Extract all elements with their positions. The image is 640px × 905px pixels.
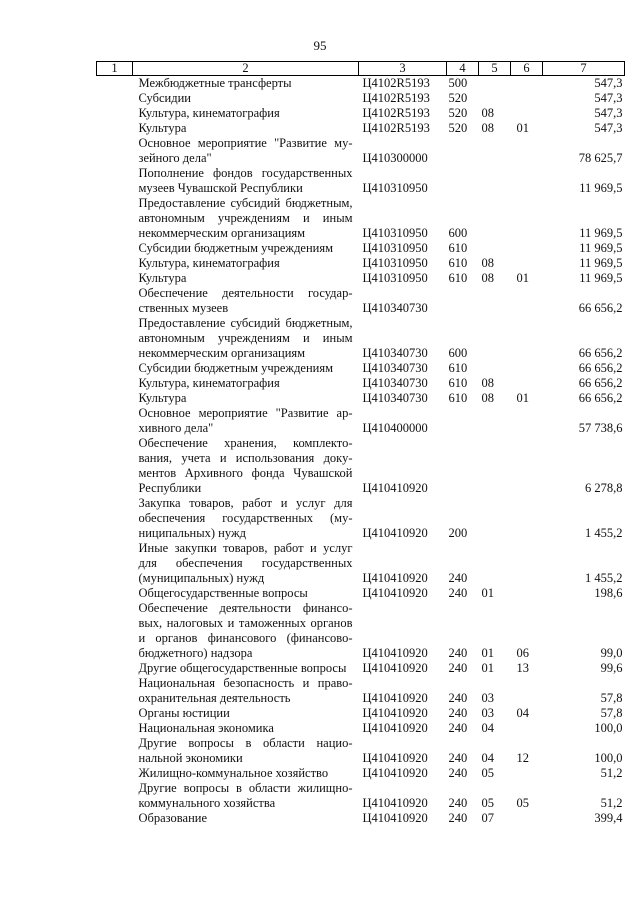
row-subsection-cell: [511, 361, 543, 376]
row-expense-type-cell: 500: [448, 76, 468, 90]
row-number-cell: [97, 316, 133, 361]
header-col-3: 3: [359, 62, 447, 76]
table-row: [97, 256, 625, 271]
row-amount-cell: 100,0: [594, 721, 623, 735]
row-amount-cell: 99,0: [600, 646, 623, 660]
table-row: [97, 121, 625, 136]
row-subsection-cell: 13: [516, 661, 529, 675]
row-number-cell: [97, 736, 133, 766]
row-name-cell: Предоставление субсидий бюджетным, автономным учреждениям и иным некоммерческим организациям: [138, 316, 353, 360]
row-section-cell: [479, 196, 511, 241]
row-amount-cell: 11 969,5: [579, 271, 623, 285]
row-amount-cell: 547,3: [594, 91, 623, 105]
header-col-7: 7: [543, 62, 625, 76]
row-name-cell: Обеспечение деятельности государственных музеев: [138, 286, 353, 315]
row-number-cell: [97, 586, 133, 601]
row-subsection-cell: [511, 766, 543, 781]
table-row: [97, 781, 625, 811]
table-row: [97, 496, 625, 541]
row-subsection-cell: [511, 496, 543, 541]
row-number-cell: [97, 391, 133, 406]
row-amount-cell: 51,2: [600, 766, 623, 780]
table-row: [97, 136, 625, 166]
row-expense-type-cell: 200: [448, 526, 468, 540]
row-section-cell: 01: [481, 586, 494, 600]
row-section-cell: [479, 496, 511, 541]
row-name-cell: Культура, кинематография: [138, 376, 280, 390]
row-name-cell: Национальная безопасность и правоохранительная деятельность: [138, 676, 353, 705]
table-row: [97, 766, 625, 781]
row-code-cell: Ц410340730: [362, 391, 428, 405]
row-amount-cell: 11 969,5: [579, 256, 623, 270]
row-expense-type-cell: [447, 436, 479, 496]
table-row: [97, 586, 625, 601]
table-row: [97, 286, 625, 316]
row-expense-type-cell: 240: [448, 751, 468, 765]
row-number-cell: [97, 121, 133, 136]
row-expense-type-cell: 520: [448, 121, 468, 135]
row-section-cell: [479, 91, 511, 106]
row-code-cell: Ц410340730: [362, 301, 428, 315]
row-section-cell: [479, 436, 511, 496]
row-code-cell: Ц410410920: [362, 691, 428, 705]
row-name-cell: Субсидии: [138, 91, 191, 105]
table-row: [97, 391, 625, 406]
row-expense-type-cell: 240: [448, 586, 468, 600]
row-name-cell: Жилищно-коммунальное хозяйство: [138, 766, 329, 780]
row-subsection-cell: 01: [516, 121, 529, 135]
row-section-cell: 05: [481, 796, 494, 810]
row-code-cell: Ц410410920: [362, 586, 428, 600]
row-name-cell: Иные закупки товаров, работ и услуг для обеспечения государственных (муниципальных) нужд: [138, 541, 353, 585]
row-name-cell: Органы юстиции: [138, 706, 230, 720]
row-number-cell: [97, 136, 133, 166]
header-col-6: 6: [511, 62, 543, 76]
row-subsection-cell: [511, 166, 543, 196]
table-row: [97, 436, 625, 496]
row-expense-type-cell: 240: [448, 811, 468, 825]
row-number-cell: [97, 781, 133, 811]
row-expense-type-cell: 240: [448, 706, 468, 720]
row-expense-type-cell: [447, 166, 479, 196]
table-row: [97, 271, 625, 286]
row-name-cell: Пополнение фондов государственных музеев Чувашской Республики: [138, 166, 353, 195]
row-expense-type-cell: 610: [448, 391, 468, 405]
row-code-cell: Ц410410920: [362, 526, 428, 540]
row-number-cell: [97, 166, 133, 196]
page-number: 95: [313, 38, 327, 53]
row-subsection-cell: [511, 586, 543, 601]
row-number-cell: [97, 721, 133, 736]
table-header-row: [97, 62, 625, 76]
row-code-cell: Ц410410920: [362, 571, 428, 585]
row-subsection-cell: 05: [516, 796, 529, 810]
row-expense-type-cell: [447, 136, 479, 166]
header-col-5: 5: [479, 62, 511, 76]
row-number-cell: [97, 106, 133, 121]
row-number-cell: [97, 661, 133, 676]
row-amount-cell: 99,6: [600, 661, 623, 675]
row-number-cell: [97, 811, 133, 826]
row-amount-cell: 66 656,2: [578, 391, 623, 405]
row-name-cell: Межбюджетные трансферты: [138, 76, 292, 90]
row-code-cell: Ц410410920: [362, 661, 428, 675]
row-section-cell: [479, 241, 511, 256]
row-section-cell: 05: [481, 766, 494, 780]
row-expense-type-cell: 520: [448, 91, 468, 105]
row-number-cell: [97, 766, 133, 781]
row-number-cell: [97, 361, 133, 376]
row-subsection-cell: [511, 676, 543, 706]
row-name-cell: Культура: [138, 271, 187, 285]
row-subsection-cell: [511, 406, 543, 436]
row-expense-type-cell: 610: [448, 241, 468, 255]
row-name-cell: Культура, кинематография: [138, 256, 280, 270]
row-subsection-cell: [511, 286, 543, 316]
table-row: [97, 676, 625, 706]
row-name-cell: Закупка товаров, работ и услуг для обеспечения государственных (муниципальных) нужд: [138, 496, 353, 540]
row-amount-cell: 57,8: [600, 706, 623, 720]
row-amount-cell: 1 455,2: [585, 571, 623, 585]
table-row: [97, 661, 625, 676]
row-section-cell: 07: [481, 811, 494, 825]
row-code-cell: Ц4102R5193: [362, 91, 430, 105]
row-section-cell: 03: [481, 706, 494, 720]
row-subsection-cell: 01: [516, 271, 529, 285]
row-amount-cell: 66 656,2: [578, 361, 623, 375]
row-subsection-cell: [511, 106, 543, 121]
row-amount-cell: 51,2: [600, 796, 623, 810]
row-section-cell: 08: [481, 256, 494, 270]
row-expense-type-cell: 240: [448, 766, 468, 780]
row-expense-type-cell: 610: [448, 361, 468, 375]
row-code-cell: Ц410310950: [362, 241, 428, 255]
row-number-cell: [97, 76, 133, 92]
table-row: [97, 166, 625, 196]
row-name-cell: Другие общегосударственные вопросы: [138, 661, 347, 675]
row-expense-type-cell: 240: [448, 721, 468, 735]
row-number-cell: [97, 496, 133, 541]
row-name-cell: Культура: [138, 391, 187, 405]
row-number-cell: [97, 91, 133, 106]
row-name-cell: Культура: [138, 121, 187, 135]
row-code-cell: Ц410310950: [362, 256, 428, 270]
table-row: [97, 316, 625, 361]
table-row: [97, 721, 625, 736]
row-amount-cell: 66 656,2: [578, 376, 623, 390]
row-name-cell: Другие вопросы в области жилищно-коммунального хозяйства: [138, 781, 353, 810]
row-code-cell: Ц410340730: [362, 346, 428, 360]
row-name-cell: Основное мероприятие "Развитие архивного дела": [138, 406, 353, 435]
table-body: [97, 76, 625, 827]
row-name-cell: Общегосударственные вопросы: [138, 586, 308, 600]
row-section-cell: [479, 286, 511, 316]
row-expense-type-cell: 240: [448, 796, 468, 810]
row-section-cell: 01: [481, 646, 494, 660]
header-col-2: 2: [133, 62, 359, 76]
table-row: [97, 106, 625, 121]
row-subsection-cell: 04: [516, 706, 529, 720]
row-name-cell: Культура, кинематография: [138, 106, 280, 120]
row-expense-type-cell: 610: [448, 271, 468, 285]
row-code-cell: Ц4102R5193: [362, 121, 430, 135]
row-name-cell: Другие вопросы в области национальной экономики: [138, 736, 353, 765]
table-row: [97, 376, 625, 391]
row-number-cell: [97, 436, 133, 496]
row-number-cell: [97, 196, 133, 241]
row-expense-type-cell: 240: [448, 691, 468, 705]
row-number-cell: [97, 241, 133, 256]
row-section-cell: 08: [481, 376, 494, 390]
row-expense-type-cell: 600: [448, 346, 468, 360]
table-row: [97, 196, 625, 241]
row-code-cell: Ц410410920: [362, 646, 428, 660]
row-amount-cell: 11 969,5: [579, 241, 623, 255]
row-code-cell: Ц410310950: [362, 271, 428, 285]
table-row: [97, 541, 625, 586]
row-subsection-cell: 01: [516, 391, 529, 405]
row-amount-cell: 399,4: [594, 811, 623, 825]
row-number-cell: [97, 376, 133, 391]
header-col-1: 1: [97, 62, 133, 76]
row-section-cell: 08: [481, 271, 494, 285]
row-expense-type-cell: 600: [448, 226, 468, 240]
row-subsection-cell: 12: [516, 751, 529, 765]
row-amount-cell: 100,0: [594, 751, 623, 765]
row-expense-type-cell: 610: [448, 376, 468, 390]
row-code-cell: Ц4102R5193: [362, 76, 430, 90]
row-subsection-cell: [511, 196, 543, 241]
row-amount-cell: 57,8: [600, 691, 623, 705]
row-number-cell: [97, 271, 133, 286]
row-amount-cell: 547,3: [594, 106, 623, 120]
row-section-cell: 03: [481, 691, 494, 705]
row-subsection-cell: [511, 76, 543, 92]
row-expense-type-cell: [447, 406, 479, 436]
row-section-cell: [479, 166, 511, 196]
row-subsection-cell: [511, 541, 543, 586]
row-section-cell: [479, 361, 511, 376]
row-amount-cell: 6 278,8: [585, 481, 623, 495]
table-row: [97, 76, 625, 92]
row-code-cell: Ц410410920: [362, 481, 428, 495]
row-code-cell: Ц410310950: [362, 226, 428, 240]
row-amount-cell: 547,3: [594, 76, 623, 90]
row-number-cell: [97, 601, 133, 661]
row-name-cell: Предоставление субсидий бюджетным, автономным учреждениям и иным некоммерческим организациям: [138, 196, 353, 240]
row-code-cell: Ц410340730: [362, 361, 428, 375]
row-code-cell: Ц4102R5193: [362, 106, 430, 120]
row-section-cell: 08: [481, 391, 494, 405]
row-amount-cell: 57 738,6: [578, 421, 623, 435]
row-number-cell: [97, 706, 133, 721]
row-section-cell: [479, 406, 511, 436]
row-section-cell: [479, 136, 511, 166]
row-code-cell: Ц410410920: [362, 721, 428, 735]
row-expense-type-cell: 240: [448, 646, 468, 660]
row-subsection-cell: [511, 136, 543, 166]
row-expense-type-cell: 610: [448, 256, 468, 270]
row-subsection-cell: [511, 256, 543, 271]
table-row: [97, 706, 625, 721]
row-number-cell: [97, 406, 133, 436]
row-name-cell: Обеспечение деятельности финансовых, налоговых и таможенных органов и органов финансового (финансово-бюджетного) надзора: [138, 601, 353, 660]
table-row: [97, 811, 625, 826]
row-name-cell: Субсидии бюджетным учреждениям: [138, 361, 334, 375]
table-row: [97, 241, 625, 256]
row-amount-cell: 198,6: [594, 586, 623, 600]
row-subsection-cell: [511, 91, 543, 106]
row-amount-cell: 78 625,7: [578, 151, 623, 165]
table-row: [97, 406, 625, 436]
row-section-cell: [479, 76, 511, 92]
row-section-cell: [479, 316, 511, 361]
row-amount-cell: 66 656,2: [578, 301, 623, 315]
row-name-cell: Субсидии бюджетным учреждениям: [138, 241, 334, 255]
row-amount-cell: 11 969,5: [579, 226, 623, 240]
row-code-cell: Ц410300000: [362, 151, 428, 165]
row-number-cell: [97, 256, 133, 271]
row-code-cell: Ц410400000: [362, 421, 428, 435]
row-name-cell: Образование: [138, 811, 208, 825]
row-number-cell: [97, 676, 133, 706]
row-subsection-cell: [511, 316, 543, 361]
row-number-cell: [97, 541, 133, 586]
row-amount-cell: 1 455,2: [585, 526, 623, 540]
budget-table: [96, 61, 625, 826]
row-subsection-cell: [511, 241, 543, 256]
row-subsection-cell: [511, 811, 543, 826]
row-code-cell: Ц410410920: [362, 706, 428, 720]
row-section-cell: 01: [481, 661, 494, 675]
header-col-4: 4: [447, 62, 479, 76]
row-expense-type-cell: 240: [448, 661, 468, 675]
row-expense-type-cell: [447, 286, 479, 316]
row-amount-cell: 66 656,2: [578, 346, 623, 360]
row-section-cell: 04: [481, 751, 494, 765]
row-amount-cell: 547,3: [594, 121, 623, 135]
row-expense-type-cell: 240: [448, 571, 468, 585]
row-subsection-cell: [511, 376, 543, 391]
row-code-cell: Ц410310950: [362, 181, 428, 195]
row-code-cell: Ц410410920: [362, 796, 428, 810]
row-section-cell: 08: [481, 121, 494, 135]
row-subsection-cell: [511, 436, 543, 496]
table-row: [97, 601, 625, 661]
table-row: [97, 736, 625, 766]
row-section-cell: 04: [481, 721, 494, 735]
row-section-cell: [479, 541, 511, 586]
row-section-cell: 08: [481, 106, 494, 120]
row-code-cell: Ц410410920: [362, 751, 428, 765]
row-code-cell: Ц410410920: [362, 766, 428, 780]
row-name-cell: Основное мероприятие "Развитие музейного дела": [138, 136, 353, 165]
row-name-cell: Обеспечение хранения, комплектования, учета и использования документов Архивного фонда Чувашской Республики: [138, 436, 353, 495]
row-number-cell: [97, 286, 133, 316]
table-row: [97, 91, 625, 106]
row-expense-type-cell: 520: [448, 106, 468, 120]
row-name-cell: Национальная экономика: [138, 721, 274, 735]
row-code-cell: Ц410410920: [362, 811, 428, 825]
row-code-cell: Ц410340730: [362, 376, 428, 390]
table-row: [97, 361, 625, 376]
row-subsection-cell: [511, 721, 543, 736]
row-amount-cell: 11 969,5: [579, 181, 623, 195]
row-subsection-cell: 06: [516, 646, 529, 660]
